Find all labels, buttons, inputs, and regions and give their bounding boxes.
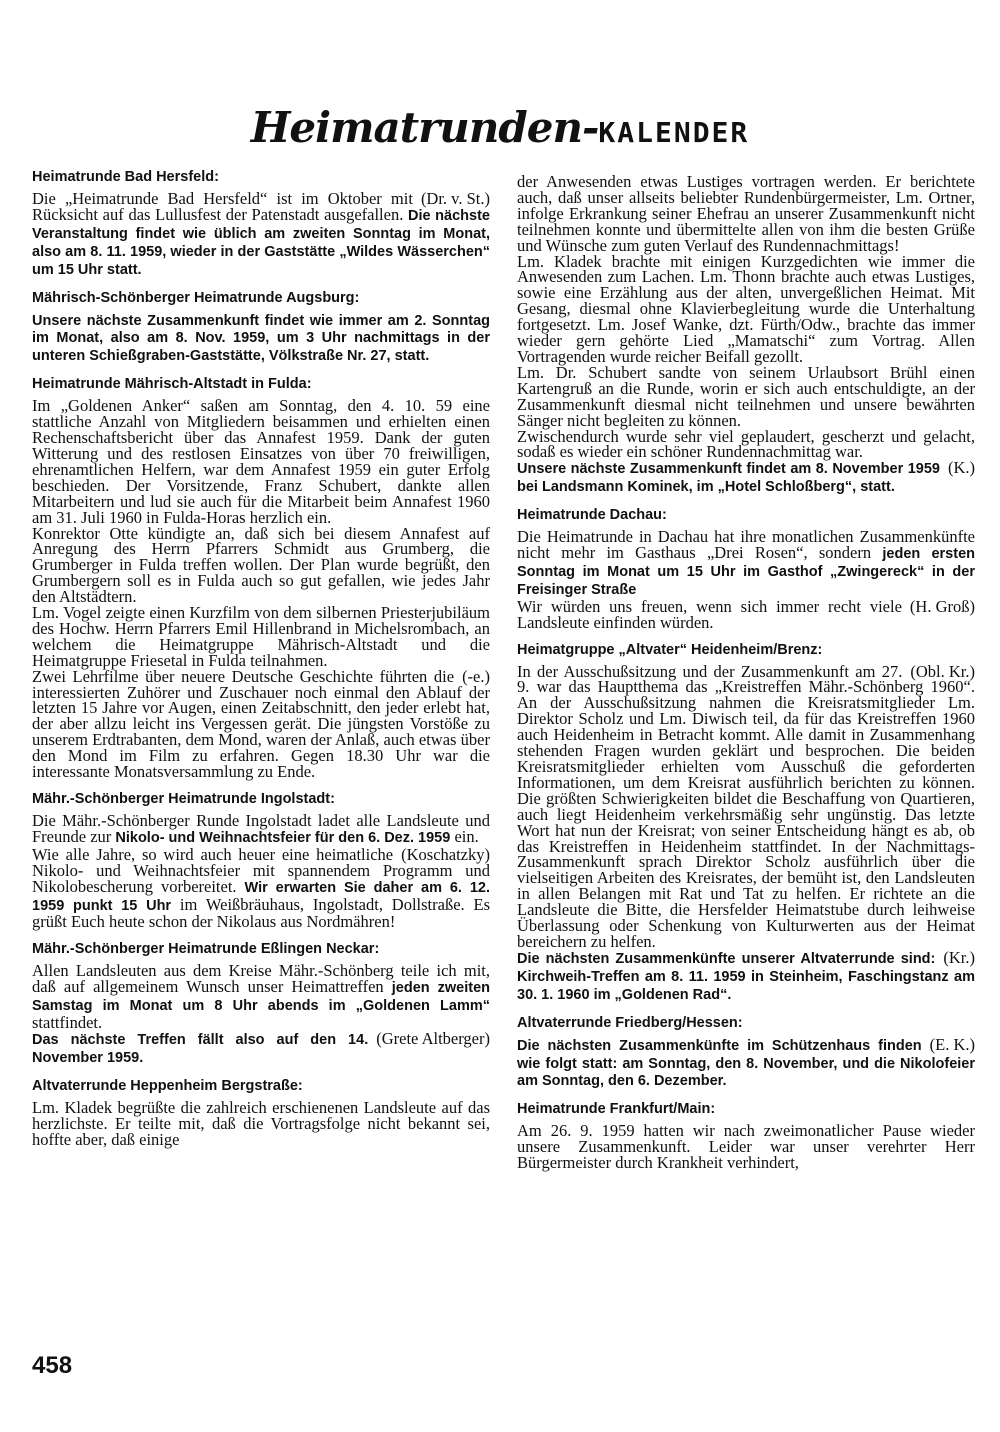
article-section [32, 790, 490, 930]
paragraph [32, 191, 490, 279]
article-section [517, 174, 975, 496]
paragraph [517, 426, 975, 462]
highlighted-text: Unsere nächste Zusammenkunft findet wie immer am 2. Sonntag im Monat, also am 8. Nov. 1959, um 3 Uhr nachmittags in der unteren Schießgraben-Gaststätte, Völkstraße Nr. 27, statt. [32, 312, 490, 365]
paragraph-text: Am 26. 9. 1959 hatten wir nach zweimonatlicher Pause wieder unsere Zusammenkunft. Leider war unser verehrter Herr Bürgermeister durch Krankheit verhindert, [517, 1121, 975, 1173]
author-signature: (Grete Altberger) [376, 1028, 490, 1048]
paragraph-text: Lm. Kladek begrüßte die zahlreich erschienenen Landsleute auf das herzlichste. Er teilte mit, daß die Vortragsfolge nicht bekannt sei, hoffte aber, daß einige [32, 1097, 490, 1149]
highlighted-text: Die nächste Veranstaltung findet wie üblich am zweiten Sonntag im Monat, also am 8. 11. 1959, wieder in der Gaststätte „Wildes Wässerchen“ um 15 Uhr statt. [32, 207, 490, 278]
article-section [32, 289, 490, 366]
section-heading: Altvaterrunde Heppenheim Bergstraße: [32, 1077, 303, 1094]
page-title [0, 104, 1000, 157]
article-section [32, 168, 490, 279]
paragraph-text: Die Mähr.-Schönberger Runde Ingolstadt ladet alle Landsleute und Freunde zur [32, 811, 490, 846]
paragraph [517, 1034, 975, 1091]
paragraph [32, 666, 490, 782]
paragraph-text: Lm. Kladek brachte mit einigen Kurzgedichten wie immer die Anwesenden zum Lachen. Lm. Thonn brachte auch etwas Lustiges, sowie eine Erzählung aus der alten, unvergeßlichen Heimat. Mit Gesang, diesmal ohne Klavierbegleitung wurde die Unterhaltung fortgesetzt. Lm. Josef Wanke, dzt. Fürth/Odw., brachte das immer wieder gern gehörte Lied „Mamatschi“ zum Vortrag. Allen Vortragenden wurde reicher Beifall gezollt. [517, 251, 975, 366]
highlighted-text: Nikolo- und Weihnachtsfeier für den 6. Dez. 1959 [115, 829, 451, 846]
paragraph [32, 813, 490, 847]
paragraph [517, 596, 975, 632]
author-signature: (Dr. v. St.) [420, 189, 490, 208]
paragraph-text: Lm. Dr. Schubert sandte von seinem Urlaubsort Brühl einen Kartengruß an die Runde, worin er sich auch entschuldigte, an der Zusammenkunft diesmal nicht teilnehmen und unsere bewährten Sänger nicht begleiten zu können. [517, 362, 975, 430]
paragraph [32, 605, 490, 669]
paragraph-text: Die Heimatrunde in Dachau hat ihre monatlichen Zusammenkünfte nicht mehr im Gasthaus „Drei Rosen“, sondern [517, 527, 975, 563]
section-heading: Mähr.-Schönberger Heimatrunde Eßlingen Neckar: [32, 941, 380, 958]
section-heading: Heimatrunde Dachau: [517, 507, 667, 524]
paragraph-text: Allen Landsleuten aus dem Kreise Mähr.-Schönberg teile ich mit, daß auf allgemeinem Wunsch unser Heimattreffen [32, 961, 490, 997]
paragraph [517, 1123, 975, 1171]
title-script: Heimatrunden- [250, 103, 599, 152]
paragraph-text: Zwischendurch wurde sehr viel geplaudert, gescherzt und gelacht, sodaß es wieder ein schöner Rundennachmittag war. [517, 426, 975, 462]
section-heading: Heimatrunde Mährisch-Altstadt in Fulda: [32, 376, 312, 393]
section-heading: Heimatrunde Bad Hersfeld: [32, 169, 219, 185]
paragraph [32, 312, 490, 366]
paragraph [517, 947, 975, 1004]
paragraph [517, 362, 975, 430]
paragraph [517, 251, 975, 366]
paragraph-text: In der Ausschußsitzung und der Zusammenkunft am 27. 9. war das Hauptthema das „Kreistreffen Mähr.-Schönberg 1960“. An der Ausschußsitzung nahmen die Kreisratsmitglieder Lm. Direktor Scholz und Lm. Diwisch teil, da für das Kreistreffen 1960 auch Heidenheim in Betracht kommt. Alle damit in Zusammenhang stehenden Fragen wurden geklärt und besprochen. Die beiden Kreisratsmitglieder erhielten vom Ausschuß die geforderten Informationen, um dem Kreisrat ausführlich berichten zu können. Die größten Schwierigkeiten bildet die Beschaffung von Quartieren, auch liegt Heidenheim verkehrsmäßig sehr ungünstig. Das letzte Wort hat nun der Kreisrat; von seiner Entscheidung hängt es ab, ob das Kreistreffen in Heidenheim stattfindet. In der Nachmittags-Zusammenkunft sprach Direktor Scholz ausführlich über die vielseitigen Arbeiten des Kreisrates, der bemüht ist, den Landsleuten in allen Belangen mit Rat und Tat zu helfen. Er richtete an die Landsleute die Bitte, die Hersfelder Heimatstube durch leihweise Überlassung oder Schenkung von Kulturwerten aus der Heimat bereichern zu helfen. [517, 661, 975, 951]
article-section [32, 940, 490, 1066]
page-number: 458 [32, 1352, 73, 1379]
article-section [517, 1100, 975, 1171]
paragraph [517, 529, 975, 599]
highlighted-text: Die nächsten Zusammenkünfte im Schützenhaus finden wie folgt statt: am Sonntag, den 8. November, und die Nikolofeier am Sonntag, den 6. Dezember. [517, 1037, 975, 1090]
paragraph-text: im Weißbräuhaus, Ingolstadt, Dollstraße. Es grüßt Euch heute schon der Nikolaus aus Nordmähren! [32, 894, 490, 932]
article-section [32, 1077, 490, 1148]
author-signature: (H. Groß) [909, 596, 975, 616]
author-signature: (Koschatzky) [401, 844, 490, 864]
author-signature: (Kr.) [943, 947, 975, 967]
section-heading: Mährisch-Schönberger Heimatrunde Augsburg: [32, 289, 360, 306]
paragraph [32, 1028, 490, 1067]
paragraph-text: Wir würden uns freuen, wenn sich immer recht viele Landsleute einfinden würden. [517, 596, 902, 632]
paragraph [517, 174, 975, 254]
article-section [517, 1014, 975, 1091]
paragraph [32, 523, 490, 607]
article-section [517, 506, 975, 630]
paragraph-text: stattfindet. [32, 1013, 103, 1033]
paragraph [32, 1097, 490, 1149]
section-heading: Altvaterrunde Friedberg/Hessen: [517, 1014, 743, 1031]
title-caps: KALENDER [598, 116, 750, 149]
paragraph-text: Zwei Lehrfilme über neuere Deutsche Geschichte führten die interessierten Zuhörer und Zuschauer noch einmal den Ablauf der letzten 15 Jahre vor Augen, einen Zeitabschnitt, den jeder erlebt hat, der aber allzu leicht ins Vergessen gerät. Die jüngsten Vorstöße zu unserem Erdtrabanten, dem Mond, waren der Anlaß, auch etwas über den Mond im Film zu erfahren. Gegen 18.30 Uhr war die interessante Monatsversammlung zu Ende. [32, 666, 490, 782]
paragraph [32, 398, 490, 525]
highlighted-text: Wir erwarten Sie daher am 6. 12. 1959 punkt 15 Uhr [32, 879, 490, 914]
paragraph [32, 963, 490, 1031]
highlighted-text: Die nächsten Zusammenkünfte unserer Altvaterrunde sind: Kirchweih-Treffen am 8. 11. 1959 in Steinheim, Faschingstanz am 30. 1. 1960 im „Goldenen Rad“. [517, 950, 975, 1003]
paragraph-text: Lm. Vogel zeigte einen Kurzfilm von dem silbernen Priesterjubiläum des Hochw. Herrn Pfarrers Emil Hillenbrand in Michelsrombach, an welchem die Heimatgruppe Mährisch-Altstadt und die Heimatgruppe Friesetal in Fulda teilnahmen. [32, 603, 490, 670]
paragraph [517, 661, 975, 951]
paragraph-text: Konrektor Otte kündigte an, daß sich bei diesem Annafest auf Anregung des Herrn Pfarrers Schmidt aus Grumberg, die Grumberger in Fulda treffen wollen. Der Plan wurde begrüßt, den Grumbergern soll es in Fulda auch so gut gefallen, wie jedes Jahr den Altstädtern. [32, 523, 490, 607]
article-section [517, 641, 975, 1004]
paragraph-text: Wie alle Jahre, so wird auch heuer eine heimatliche Nikolo- und Weihnachtsfeier mit spannendem Programm und Nikolobescherung vorbereitet. [32, 844, 490, 896]
author-signature: (E. K.) [929, 1034, 975, 1054]
author-signature: (-e.) [462, 666, 490, 686]
paragraph-text: ein. [450, 826, 479, 846]
author-signature: (Obl. Kr.) [910, 661, 975, 681]
paragraph-text: Die „Heimatrunde Bad Hersfeld“ ist im Oktober mit Rücksicht auf das Lullusfest der Patenstadt ausgefallen. [32, 189, 413, 224]
left-column [32, 168, 490, 1158]
paragraph-text: der Anwesenden etwas Lustiges vortragen werden. Er berichtete auch, daß unser allseits beliebter Rundenbürgermeister, Lm. Ortner, infolge Erkrankung seiner Ehefrau an unserer Zusammenkunft nicht teilnehmen konnte und übermittelte allen von ihm die besten Grüße und Wünsche zum guten Verlauf des Rundennachmittags! [517, 172, 975, 255]
right-column [517, 174, 975, 1181]
highlighted-text: Unsere nächste Zusammenkunft findet am 8. November 1959 bei Landsmann Kominek, im „Hotel Schloßberg“, statt. [517, 461, 940, 496]
highlighted-text: jeden ersten Sonntag im Monat um 15 Uhr im Gasthof „Zwingereck“ in der Freisinger Straße [517, 546, 975, 598]
section-heading: Heimatgruppe „Altvater“ Heidenheim/Brenz: [517, 641, 823, 658]
highlighted-text: jeden zweiten Samstag im Monat um 8 Uhr abends im „Goldenen Lamm“ [32, 980, 490, 1015]
section-heading: Mähr.-Schönberger Heimatrunde Ingolstadt: [32, 791, 335, 807]
article-section [32, 375, 490, 780]
section-heading: Heimatrunde Frankfurt/Main: [517, 1101, 716, 1118]
paragraph-text: Im „Goldenen Anker“ saßen am Sonntag, den 4. 10. 59 eine stattliche Anzahl von Mitgliedern beisammen und erhielten einen Rechenschaftsbericht über das Annafest 1959. Dank der guten Witterung und des restlosen Einsatzes von über 70 freiwilligen, ehrenamtlichen Helfern, war dem Annafest 1959 ein guter Erfolg beschieden. Der Vorsitzende, Franz Schubert, dankte allen Mitarbeitern und lud sie auch für die Mitarbeit beim Annafest 1960 am 31. Juli 1960 in Fulda-Horas herzlich ein. [32, 396, 490, 527]
paragraph [517, 460, 975, 496]
author-signature: (K.) [947, 458, 975, 478]
highlighted-text: Das nächste Treffen fällt also auf den 14. November 1959. [32, 1031, 369, 1066]
paragraph [32, 844, 490, 932]
